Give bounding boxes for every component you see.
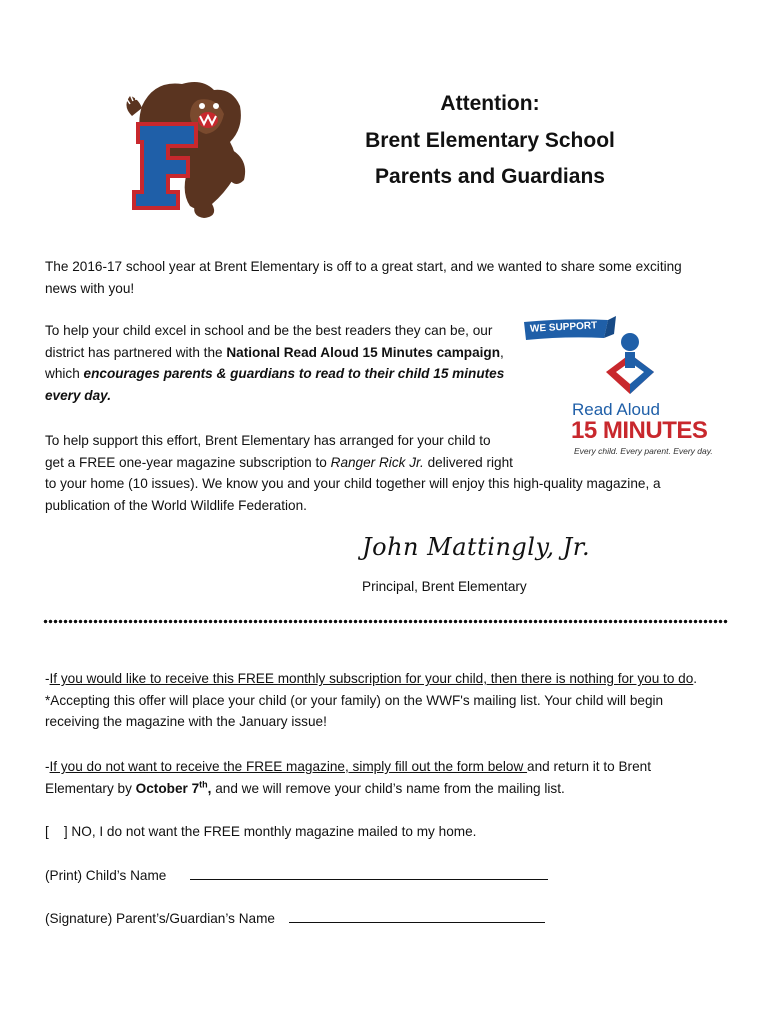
- campaign-paragraph: To help your child excel in school and be the best readers they can be, our district has partnered with the National Read Aloud 15 Minutes campaign, which encourages parents & guardians to read to their child 15 minutes every day.: [45, 323, 505, 403]
- support-paragraph: To help support this effort, Brent Elementary has arranged for your child to get a FREE one-year magazine subscription to Ranger Rick Jr. delivered right to your home (10 issues). We know you and your child together will enjoy this high-quality magazine, a publication of the World Wildlife Federation.: [45, 433, 661, 513]
- child-name-label: (Print) Child’s Name: [45, 868, 167, 883]
- dotted-divider: [43, 619, 728, 624]
- receive-option-paragraph: -If you would like to receive this FREE monthly subscription for your child, then there is nothing for you to do. *Accepting this offer will place your child (or your family) on the WWF's mailing list. Your child will begin receiving the magazine with the January issue!: [45, 671, 698, 730]
- campaign-tagline: Every child. Every parent. Every day.: [574, 446, 713, 456]
- heading-school: Brent Elementary School: [365, 128, 615, 152]
- opt-out-checkbox[interactable]: [ ] NO, I do not want the FREE monthly magazine mailed to my home.: [45, 824, 477, 839]
- child-name-field[interactable]: [190, 866, 548, 880]
- parent-signature-field[interactable]: [289, 909, 545, 923]
- principal-signature: John Mattingly, Jr.: [362, 533, 591, 561]
- wildcat-mascot-icon: [112, 76, 258, 220]
- mascot-logo: [112, 76, 258, 220]
- page-heading: [330, 86, 650, 196]
- child-name-row: [45, 865, 548, 887]
- heading-attention: Attention:: [440, 92, 540, 115]
- reader-figure-icon: [594, 328, 664, 398]
- read-aloud-text: Read Aloud: [572, 400, 660, 419]
- parent-signature-label: (Signature) Parent’s/Guardian’s Name: [45, 911, 275, 926]
- we-support-text: WE SUPPORT: [529, 320, 598, 335]
- fifteen-minutes-text: 15 MINUTES: [571, 417, 708, 444]
- parent-signature-row: [45, 908, 545, 930]
- intro-paragraph: The 2016-17 school year at Brent Elementary is off to a great start, and we wanted to share some exciting news with you!: [45, 259, 682, 296]
- principal-title: Principal, Brent Elementary: [362, 579, 527, 594]
- heading-audience: Parents and Guardians: [375, 165, 605, 188]
- decline-option-paragraph: -If you do not want to receive the FREE magazine, simply fill out the form below and return it to Brent Elementary by October 7th, and we will remove your child’s name from the mailing list.: [45, 759, 651, 796]
